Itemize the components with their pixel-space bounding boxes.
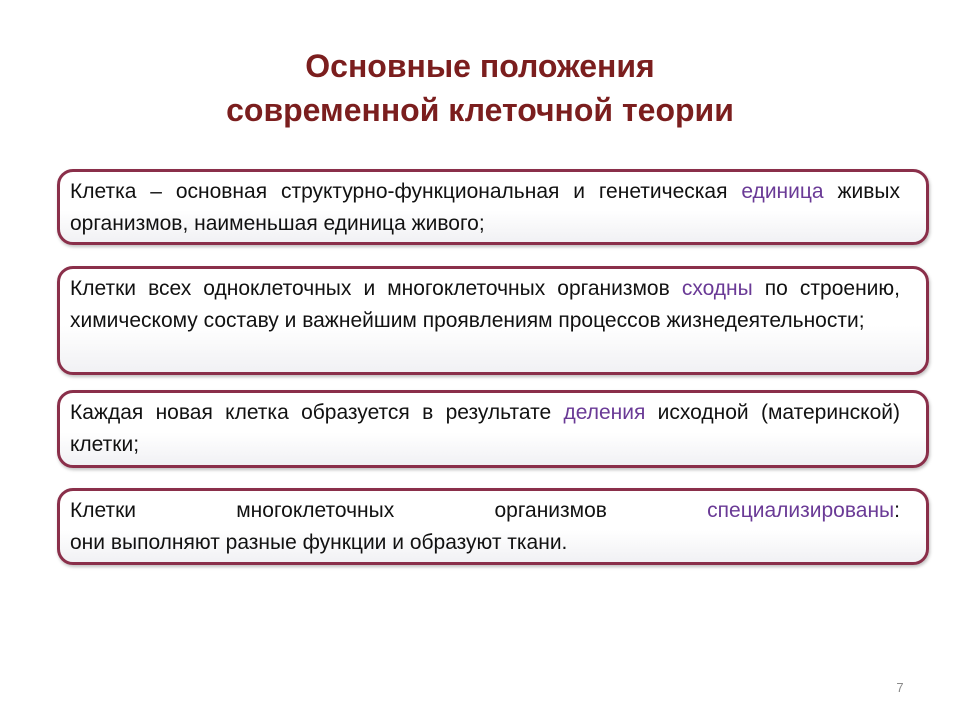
statement-box-1 <box>57 169 929 245</box>
statement-4-line-1 <box>70 495 900 527</box>
statement-3-highlight: деления <box>563 401 646 424</box>
page-number: 7 <box>896 680 904 695</box>
statement-2-text-end: по строению, химическому составу и важнейшим проявлениям процессов жизнедеятельности; <box>70 277 900 332</box>
statement-box-2 <box>57 266 929 375</box>
statement-2-highlight: сходны <box>681 277 753 300</box>
statement-box-3 <box>57 390 929 468</box>
slide-title <box>0 44 960 132</box>
slide-title-line-1: Основные положения <box>305 48 655 84</box>
statement-1-text-end: живых организмов, наименьшая единица живого; <box>70 180 900 235</box>
statement-4-text: Клетки многоклеточных организмов <box>70 499 708 522</box>
slide-title-line-2: современной клеточной теории <box>226 92 734 128</box>
statement-1-highlight: единица <box>741 180 824 203</box>
statement-4-colon: : <box>894 499 900 522</box>
statement-box-4 <box>57 488 929 565</box>
statement-4-highlight: специализированы <box>707 499 895 522</box>
statement-3-text: Каждая новая клетка образуется в результате <box>70 401 564 424</box>
statement-2-text: Клетки всех одноклеточных и многоклеточных организмов <box>70 277 682 300</box>
statement-3-text-end: исходной (материнской) клетки; <box>70 401 901 456</box>
statement-4-line-2: они выполняют разные функции и образуют ткани. <box>70 531 568 554</box>
statement-1-text: Клетка – основная структурно-функциональная и генетическая <box>70 180 742 203</box>
